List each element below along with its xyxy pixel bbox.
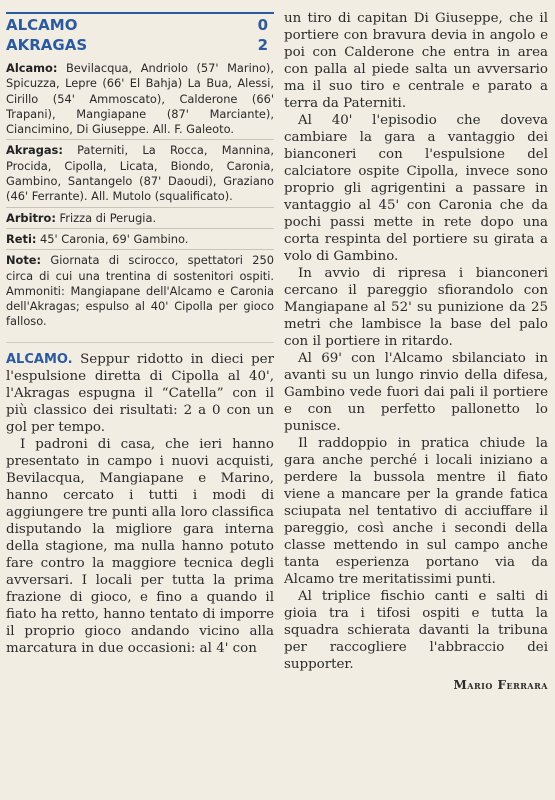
article-paragraph: Al triplice fischio canti e salti di gioia tra i tifosi ospiti e tutta la squadra schierata davanti la tribuna per raccogliere l'abbraccio dei supporter. [284, 589, 548, 672]
article-paragraph: In avvio di ripresa i bianconeri cercano il pareggio sfiorandolo con Mangiapane al 52' su punizione da 25 metri che lambisce la base del palo con il portiere in ritardo. [284, 266, 548, 349]
right-column [284, 0, 548, 694]
article-paragraph: un tiro di capitan Di Giuseppe, che il portiere con bravura devia in angolo e poi con Calderone che entra in area con palla al piede salta un avversario ma il suo tiro e centrale e parato a terra da Paterniti. [284, 11, 548, 111]
article-paragraph: ALCAMO. Seppur ridotto in dieci per l'espulsione diretta di Cipolla al 40', l'Akragas espugna il “Catella” con il più classico dei risultati: 2 a 0 con un gol per tempo. [6, 351, 274, 435]
sheet-away-lineup: Akragas: Paterniti, La Rocca, Mannina, Procida, Cipolla, Licata, Biondo, Caronia, Gambino, Santangelo (87' Daoudi), Graziano (46' Ferrante). All. Mutolo (squalificato). [6, 143, 274, 204]
sheet-referee: Arbitro: Frizza di Perugia. [6, 210, 157, 225]
sheet-divider [6, 139, 274, 140]
dateline: ALCAMO. [6, 351, 73, 367]
article-left [6, 351, 274, 657]
home-team-name: ALCAMO [6, 16, 78, 34]
article-right [284, 10, 548, 694]
article-paragraph: Il raddoppio in pratica chiude la gara anche perché i locali iniziano a perdere la bussola mentre il fiato viene a mancare per la grande fatica sciupata nel tentativo di acciuffare il pareggio, così anche i secondi della classe mettendo in sul campo anche tanta esperienza portano via da Alcamo tre meritatissimi punti. [284, 436, 548, 587]
article-paragraph: I padroni di casa, che ieri hanno presentato in campo i nuovi acquisti, Bevilacqua, Mangiapane e Marino, hanno cercato i tutti i modi di aggiungere tre punti alla loro classifica disputando la migliore gara interna della stagione, ma nulla hanno potuto fare contro la maggiore tecnica degli avversari. I locali per tutta la prima frazione di gioco, e fino a quando il fiato ha retto, hanno tentato di imporre il proprio gioco andando vicino alla marcatura in due occasioni: al 4' con [6, 436, 274, 656]
article-paragraph: Al 69' con l'Alcamo sbilanciato in avanti su un lungo rinvio della difesa, Gambino vede fuori dai pali il portiere e con un perfetto pallonetto lo punisce. [284, 351, 548, 434]
away-goals: 2 [257, 36, 268, 54]
sheet-divider [6, 249, 274, 250]
section-divider [6, 342, 274, 343]
left-column [6, 0, 274, 657]
home-goals: 0 [257, 16, 268, 34]
score-home [6, 12, 274, 35]
match-sheet [6, 61, 274, 330]
sheet-goals: Reti: 45' Caronia, 69' Gambino. [6, 231, 189, 246]
sheet-divider [6, 207, 274, 208]
away-team-name: AKRAGAS [6, 36, 88, 54]
byline: Mario Ferrara [453, 678, 548, 692]
sheet-notes: Note: Giornata di scirocco, spettatori 250 circa di cui una trentina di sostenitori ospiti. Ammoniti: Mangiapane dell'Alcamo e Caronia dell'Akragas; espulso al 40' Cipolla per gioco falloso. [6, 253, 274, 329]
sheet-divider [6, 228, 274, 229]
score-away [6, 35, 274, 55]
article-paragraph: Al 40' l'episodio che doveva cambiare la gara a vantaggio dei bianconeri con l'espulsione del calciatore ospite Cipolla, invece sono proprio gli agrigentini a passare in vantaggio al 45' con Caronia che da pochi passi mette in rete dopo una corta respinta del portiere su girata a volo di Gambino. [284, 113, 548, 264]
sheet-home-lineup: Alcamo: Bevilacqua, Andriolo (57' Marino), Spicuzza, Lepre (66' El Bahja) La Bua, Alessi, Cirillo (54' Ammoscato), Calderone (66' Trapani), Mangiapane (87' Marciante), Ciancimino, Di Giuseppe. All. F. Galeoto. [6, 61, 274, 137]
